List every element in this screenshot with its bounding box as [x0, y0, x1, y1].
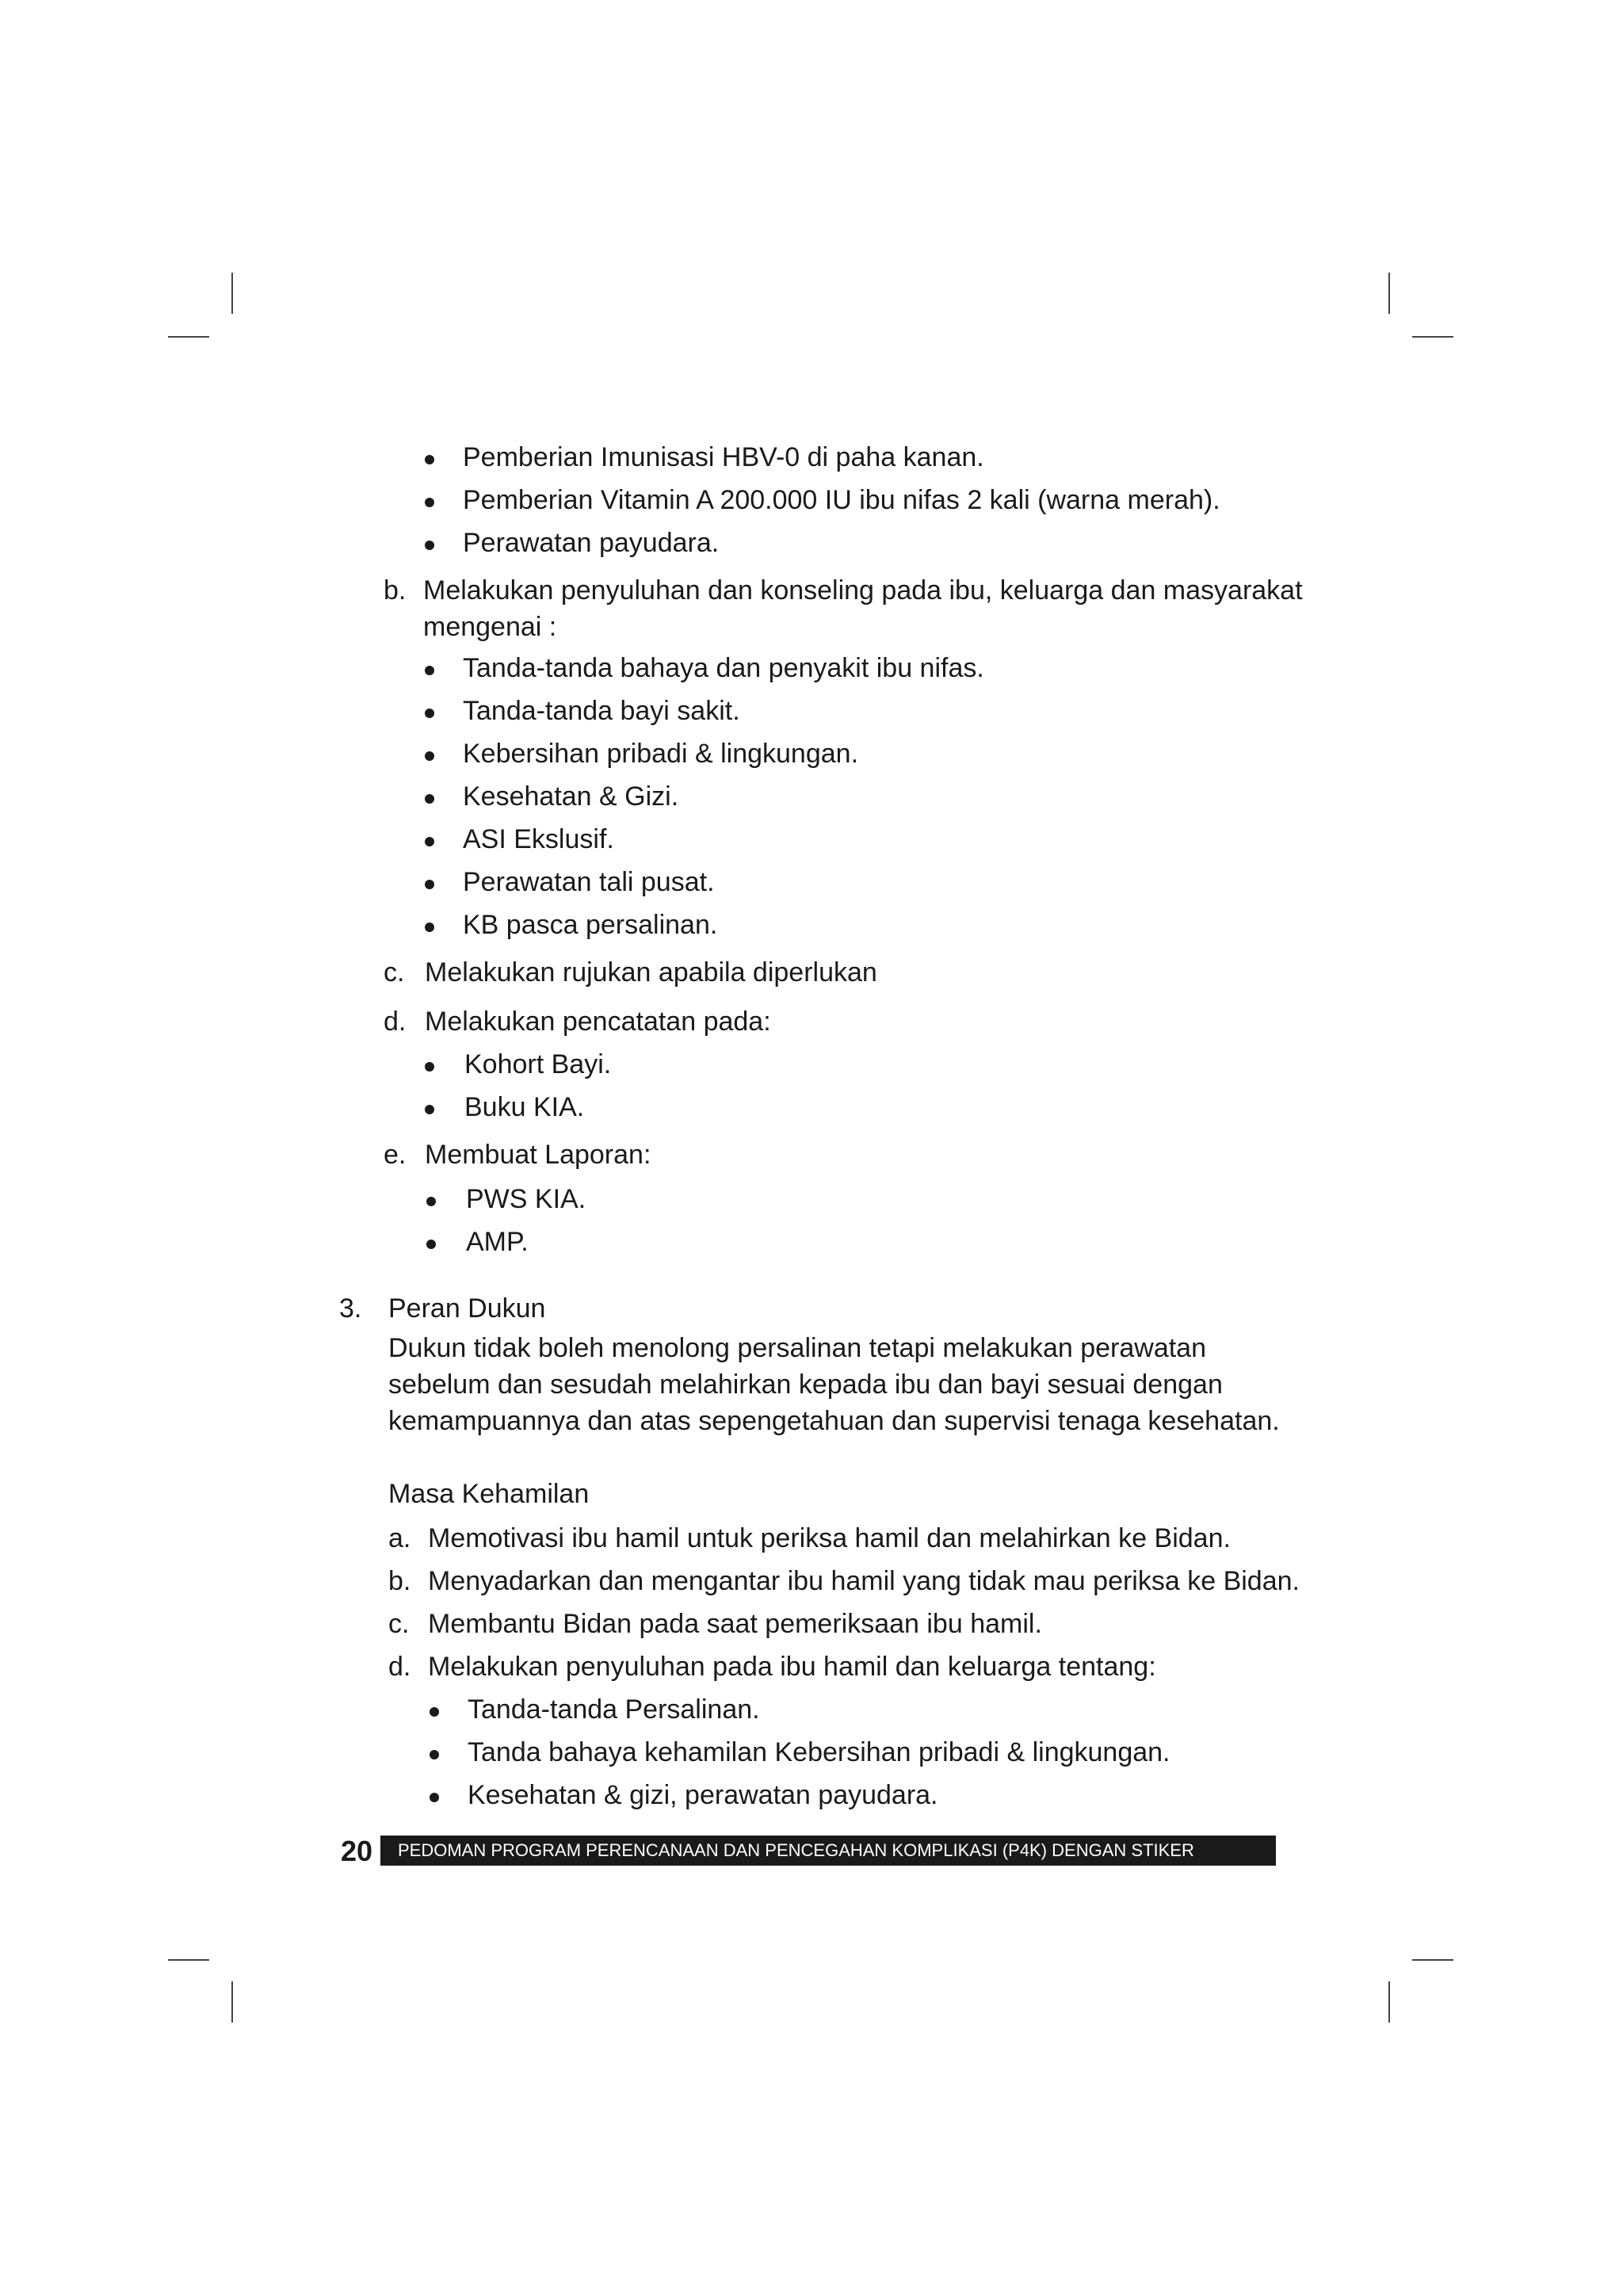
list-item: Kohort Bayi. — [464, 1049, 612, 1079]
bullet-dot — [426, 1240, 436, 1249]
list-item: KB pasca persalinan. — [463, 910, 718, 940]
list-item: Kebersihan pribadi & lingkungan. — [463, 739, 859, 769]
list-item: Kesehatan & gizi, perawatan payudara. — [468, 1780, 938, 1810]
crop-mark-top-right-horizontal — [1412, 336, 1453, 338]
bullet-dot — [425, 923, 434, 932]
item-b-marker: b. — [384, 575, 407, 606]
list-item: Membantu Bidan pada saat pemeriksaan ibu hamil. — [428, 1609, 1042, 1639]
list-item: Melakukan penyuluhan pada ibu hamil dan keluarga tentang: — [428, 1652, 1156, 1682]
section-title: Peran Dukun — [388, 1293, 546, 1324]
item-c-marker: c. — [384, 957, 405, 988]
list-item: PWS KIA. — [466, 1184, 586, 1214]
list-item: Tanda-tanda bayi sakit. — [463, 696, 740, 726]
bullet-dot — [425, 455, 434, 464]
bullet-dot — [430, 1793, 439, 1802]
list-item: Pemberian Vitamin A 200.000 IU ibu nifas 2 kali (warna merah). — [463, 485, 1220, 515]
page-footer — [341, 1834, 1276, 1869]
item-marker: c. — [388, 1609, 410, 1639]
item-marker: d. — [388, 1652, 411, 1682]
crop-mark-bottom-right-horizontal — [1412, 1959, 1453, 1961]
bullet-dot — [425, 541, 434, 550]
list-item: Pemberian Imunisasi HBV-0 di paha kanan. — [463, 442, 984, 472]
item-b-text-cont: mengenai : — [423, 612, 557, 642]
bullet-dot — [425, 880, 434, 889]
list-item: Menyadarkan dan mengantar ibu hamil yang tidak mau periksa ke Bidan. — [428, 1566, 1300, 1596]
list-item: AMP. — [466, 1227, 529, 1257]
page-number: 20 — [341, 1835, 373, 1867]
item-e-text: Membuat Laporan: — [425, 1140, 651, 1170]
list-item: Kesehatan & Gizi. — [463, 781, 679, 812]
item-marker: a. — [388, 1523, 411, 1553]
bullet-dot — [430, 1707, 439, 1717]
bullet-dot — [426, 1197, 436, 1206]
item-marker: b. — [388, 1566, 411, 1596]
subheading-masa-kehamilan: Masa Kehamilan — [388, 1479, 590, 1509]
list-item: Perawatan tali pusat. — [463, 867, 715, 897]
crop-mark-top-right-vertical — [1388, 273, 1390, 314]
item-d-marker: d. — [384, 1007, 407, 1037]
list-item: Tanda bahaya kehamilan Kebersihan pribadi & lingkungan. — [468, 1737, 1170, 1767]
crop-mark-bottom-right-vertical — [1388, 1981, 1390, 2023]
list-item: Memotivasi ibu hamil untuk periksa hamil dan melahirkan ke Bidan. — [428, 1523, 1231, 1553]
crop-mark-top-left-horizontal — [168, 336, 209, 338]
bullet-dot — [425, 837, 434, 846]
crop-mark-bottom-left-vertical — [231, 1981, 233, 2023]
section-paragraph: Dukun tidak boleh menolong persalinan tetapi melakukan perawatan sebelum dan sesudah melahirkan kepada ibu dan bayi sesuai dengan kemampuannya dan atas sepengetahuan dan supervisi tenaga kesehatan. — [388, 1333, 1280, 1436]
section-number: 3. — [339, 1293, 362, 1324]
footer-title-bar: PEDOMAN PROGRAM PERENCANAAN DAN PENCEGAHAN KOMPLIKASI (P4K) DENGAN STIKER — [380, 1836, 1276, 1866]
item-d-text: Melakukan pencatatan pada: — [425, 1007, 771, 1037]
item-b-text: Melakukan penyuluhan dan konseling pada ibu, keluarga dan masyarakat — [423, 575, 1303, 606]
list-item: ASI Ekslusif. — [463, 824, 614, 854]
crop-mark-bottom-left-horizontal — [168, 1959, 209, 1961]
bullet-dot — [430, 1750, 439, 1759]
bullet-dot — [425, 498, 434, 507]
list-item: Tanda-tanda Persalinan. — [468, 1694, 760, 1725]
bullet-dot — [425, 1062, 434, 1072]
item-c-text: Melakukan rujukan apabila diperlukan — [425, 957, 877, 988]
list-item: Buku KIA. — [464, 1092, 585, 1122]
bullet-dot — [425, 1105, 434, 1114]
list-item: Perawatan payudara. — [463, 528, 720, 558]
bullet-dot — [425, 751, 434, 761]
crop-mark-top-left-vertical — [231, 273, 233, 314]
bullet-dot — [425, 709, 434, 718]
bullet-dot — [425, 794, 434, 804]
item-e-marker: e. — [384, 1140, 407, 1170]
list-item: Tanda-tanda bahaya dan penyakit ibu nifas. — [463, 653, 984, 683]
bullet-dot — [425, 666, 434, 675]
